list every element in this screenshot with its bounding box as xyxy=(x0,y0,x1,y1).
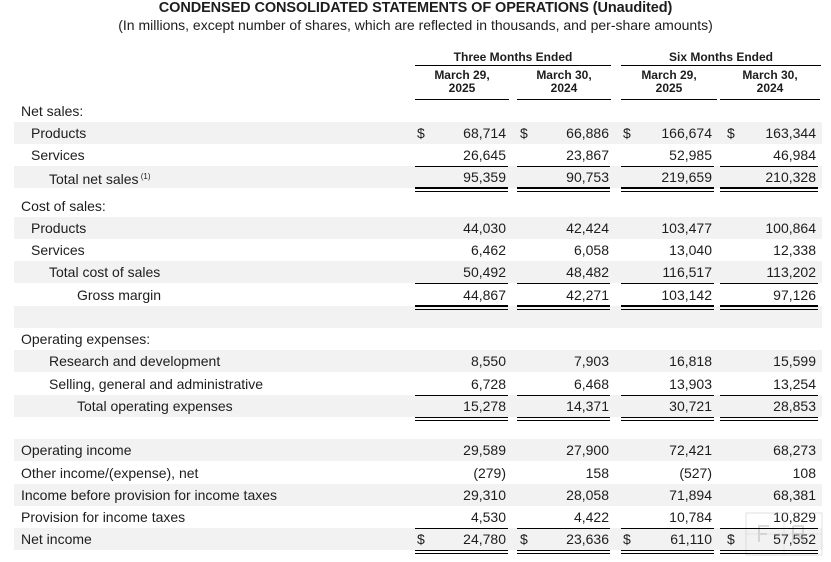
value-cell: 44,867 xyxy=(463,287,506,303)
table-row xyxy=(14,144,822,166)
value-cell: 24,780 xyxy=(463,531,506,547)
total-double-rule xyxy=(621,550,714,554)
currency-symbol: $ xyxy=(623,531,631,547)
subtotal-rule xyxy=(720,166,818,167)
value-cell: 4,530 xyxy=(470,509,506,525)
row-label xyxy=(77,395,233,417)
column-header xyxy=(517,69,611,100)
row-label-text: Total net sales xyxy=(49,171,139,187)
value-cell: 52,985 xyxy=(669,147,712,163)
value-cell: 113,202 xyxy=(766,264,816,280)
row-label xyxy=(49,373,263,395)
value-cell: 16,818 xyxy=(669,353,712,369)
value-cell: 28,058 xyxy=(566,487,609,503)
table-row xyxy=(14,239,822,261)
value-cell: 28,853 xyxy=(773,398,816,414)
table-row xyxy=(14,122,822,144)
total-double-rule xyxy=(517,550,610,554)
value-cell: 158 xyxy=(585,465,609,481)
row-label-text: Net sales: xyxy=(21,103,84,119)
column-header xyxy=(415,69,509,100)
table-row xyxy=(14,261,822,283)
table-row xyxy=(14,350,822,372)
value-cell: 100,864 xyxy=(765,220,816,236)
row-label xyxy=(21,506,185,528)
value-cell: 68,381 xyxy=(773,487,816,503)
row-label-text: Products xyxy=(31,220,87,236)
subtotal-rule xyxy=(415,528,508,529)
row-label xyxy=(77,284,161,306)
table-row xyxy=(14,373,822,395)
total-double-rule xyxy=(720,188,818,192)
value-cell: 71,894 xyxy=(669,487,712,503)
value-cell: 8,550 xyxy=(470,353,506,369)
value-cell: 4,422 xyxy=(573,509,609,525)
subtotal-rule xyxy=(621,528,714,529)
total-double-rule xyxy=(517,306,610,310)
value-cell: 42,271 xyxy=(566,287,609,303)
total-double-rule xyxy=(415,550,508,554)
row-label-text: Selling, general and administrative xyxy=(49,376,264,392)
group-header-six-months: Six Months Ended xyxy=(621,49,821,66)
value-cell: 26,645 xyxy=(463,147,506,163)
value-cell: 14,371 xyxy=(566,398,609,414)
row-label xyxy=(21,100,83,122)
total-double-rule xyxy=(720,417,818,421)
value-cell: 23,636 xyxy=(566,531,609,547)
table-row xyxy=(14,395,822,417)
value-cell: 12,338 xyxy=(773,242,816,258)
row-label-text: Other income/(expense), net xyxy=(21,465,199,481)
value-cell: 6,462 xyxy=(470,242,506,258)
row-label-text: Cost of sales: xyxy=(21,198,106,214)
currency-symbol: $ xyxy=(727,531,735,547)
value-cell: 90,753 xyxy=(566,169,609,185)
row-label xyxy=(49,166,151,188)
value-cell: 10,784 xyxy=(669,509,712,525)
row-label xyxy=(31,144,85,166)
value-cell: 66,886 xyxy=(566,125,609,141)
value-cell: 61,110 xyxy=(670,531,712,547)
total-double-rule xyxy=(621,417,714,421)
total-double-rule xyxy=(517,188,610,192)
subtotal-rule xyxy=(720,283,818,284)
row-label-text: Total cost of sales xyxy=(49,264,161,280)
statement-subtitle: (In millions, except number of shares, which are reflected in thousands, and per-share amounts) xyxy=(118,17,713,33)
value-cell: 44,030 xyxy=(463,220,506,236)
value-cell: 23,867 xyxy=(566,147,609,163)
value-cell: 29,310 xyxy=(463,487,506,503)
subtotal-rule xyxy=(720,395,818,396)
currency-symbol: $ xyxy=(623,125,631,141)
value-cell: (527) xyxy=(679,465,712,481)
column-header-year: 2024 xyxy=(550,81,578,95)
column-header-date: March 29, xyxy=(641,68,697,82)
column-header-date: March 30, xyxy=(536,68,592,82)
row-label-text: Services xyxy=(31,147,85,163)
value-cell: 103,142 xyxy=(661,287,712,303)
value-cell: 42,424 xyxy=(566,220,609,236)
subtotal-rule xyxy=(517,395,610,396)
total-double-rule xyxy=(720,306,818,310)
row-label-text: Gross margin xyxy=(77,287,162,303)
total-double-rule xyxy=(720,550,818,554)
value-cell: 48,482 xyxy=(566,264,609,280)
row-label-text: Services xyxy=(31,242,85,258)
row-label-text: Net income xyxy=(21,531,92,547)
currency-symbol: $ xyxy=(417,531,425,547)
value-cell: 29,589 xyxy=(463,442,506,458)
total-double-rule xyxy=(415,188,508,192)
value-cell: 166,674 xyxy=(661,125,712,141)
statement-title: CONDENSED CONSOLIDATED STATEMENTS OF OPERATIONS (Unaudited) xyxy=(158,0,673,16)
total-double-rule xyxy=(415,306,508,310)
table-row xyxy=(14,439,822,461)
row-label xyxy=(21,462,198,484)
subtotal-rule xyxy=(415,283,508,284)
value-cell: 68,273 xyxy=(773,442,816,458)
value-cell: 15,278 xyxy=(463,398,506,414)
total-double-rule xyxy=(517,417,610,421)
value-cell: 219,659 xyxy=(661,169,712,185)
row-label-text: Income before provision for income taxes xyxy=(21,487,278,503)
table-row xyxy=(14,484,822,506)
column-header-year: 2024 xyxy=(756,81,784,95)
subtotal-rule xyxy=(621,283,714,284)
table-row xyxy=(14,100,822,122)
value-cell: 10,829 xyxy=(773,509,816,525)
row-label-text: Products xyxy=(31,125,87,141)
row-label xyxy=(21,484,277,506)
row-label xyxy=(49,261,160,283)
row-label-text: Total operating expenses xyxy=(77,398,233,414)
value-cell: 116,517 xyxy=(662,264,712,280)
column-header-date: March 30, xyxy=(742,68,798,82)
subtotal-rule xyxy=(517,283,610,284)
value-cell: 103,477 xyxy=(661,220,712,236)
row-label-text: Operating income xyxy=(21,442,132,458)
value-cell: 108 xyxy=(792,465,816,481)
value-cell: 30,721 xyxy=(669,398,712,414)
column-header xyxy=(621,69,717,100)
value-cell: 6,058 xyxy=(573,242,609,258)
row-label-text: Provision for income taxes xyxy=(21,509,186,525)
column-header-year: 2025 xyxy=(448,81,476,95)
value-cell: 13,040 xyxy=(669,242,712,258)
table-row xyxy=(14,328,822,350)
subtotal-rule xyxy=(517,166,610,167)
total-double-rule xyxy=(621,306,714,310)
row-label xyxy=(21,195,106,217)
value-cell: 163,344 xyxy=(765,125,816,141)
row-label xyxy=(21,439,132,461)
row-label-text: Operating expenses: xyxy=(21,331,151,347)
currency-symbol: $ xyxy=(520,125,528,141)
value-cell: 72,421 xyxy=(669,442,712,458)
total-double-rule xyxy=(621,188,714,192)
column-header xyxy=(720,69,820,100)
value-cell: 6,728 xyxy=(470,376,506,392)
table-row xyxy=(14,166,822,188)
value-cell: 50,492 xyxy=(463,264,506,280)
column-header-year: 2025 xyxy=(655,81,683,95)
value-cell: 46,984 xyxy=(773,147,816,163)
value-cell: 97,126 xyxy=(773,287,816,303)
footnote-marker: (1) xyxy=(138,172,151,181)
row-label xyxy=(31,239,85,261)
row-label xyxy=(49,350,220,372)
value-cell: 210,328 xyxy=(765,169,816,185)
row-label xyxy=(31,122,86,144)
group-header-three-months: Three Months Ended xyxy=(415,49,611,66)
row-label xyxy=(21,328,150,350)
subtotal-rule xyxy=(720,528,818,529)
subtotal-rule xyxy=(517,528,610,529)
row-label xyxy=(31,217,86,239)
subtotal-rule xyxy=(621,395,714,396)
currency-symbol: $ xyxy=(727,125,735,141)
value-cell: 13,903 xyxy=(669,376,712,392)
value-cell: (279) xyxy=(473,465,506,481)
value-cell: 57,552 xyxy=(773,531,816,547)
currency-symbol: $ xyxy=(520,531,528,547)
value-cell: 7,903 xyxy=(573,353,609,369)
value-cell: 13,254 xyxy=(773,376,816,392)
table-row xyxy=(14,195,822,217)
table-row xyxy=(14,506,822,528)
table-row xyxy=(14,528,822,550)
table-row xyxy=(14,462,822,484)
value-cell: 27,900 xyxy=(566,442,609,458)
total-double-rule xyxy=(415,417,508,421)
row-label-text: Research and development xyxy=(49,353,221,369)
value-cell: 68,714 xyxy=(463,125,506,141)
table-row xyxy=(14,217,822,239)
table-row xyxy=(14,284,822,306)
subtotal-rule xyxy=(415,166,508,167)
subtotal-rule xyxy=(415,395,508,396)
column-header-date: March 29, xyxy=(434,68,490,82)
value-cell: 95,359 xyxy=(463,169,506,185)
subtotal-rule xyxy=(621,166,714,167)
currency-symbol: $ xyxy=(417,125,425,141)
row-label xyxy=(21,528,92,550)
value-cell: 15,599 xyxy=(773,353,816,369)
value-cell: 6,468 xyxy=(573,376,609,392)
